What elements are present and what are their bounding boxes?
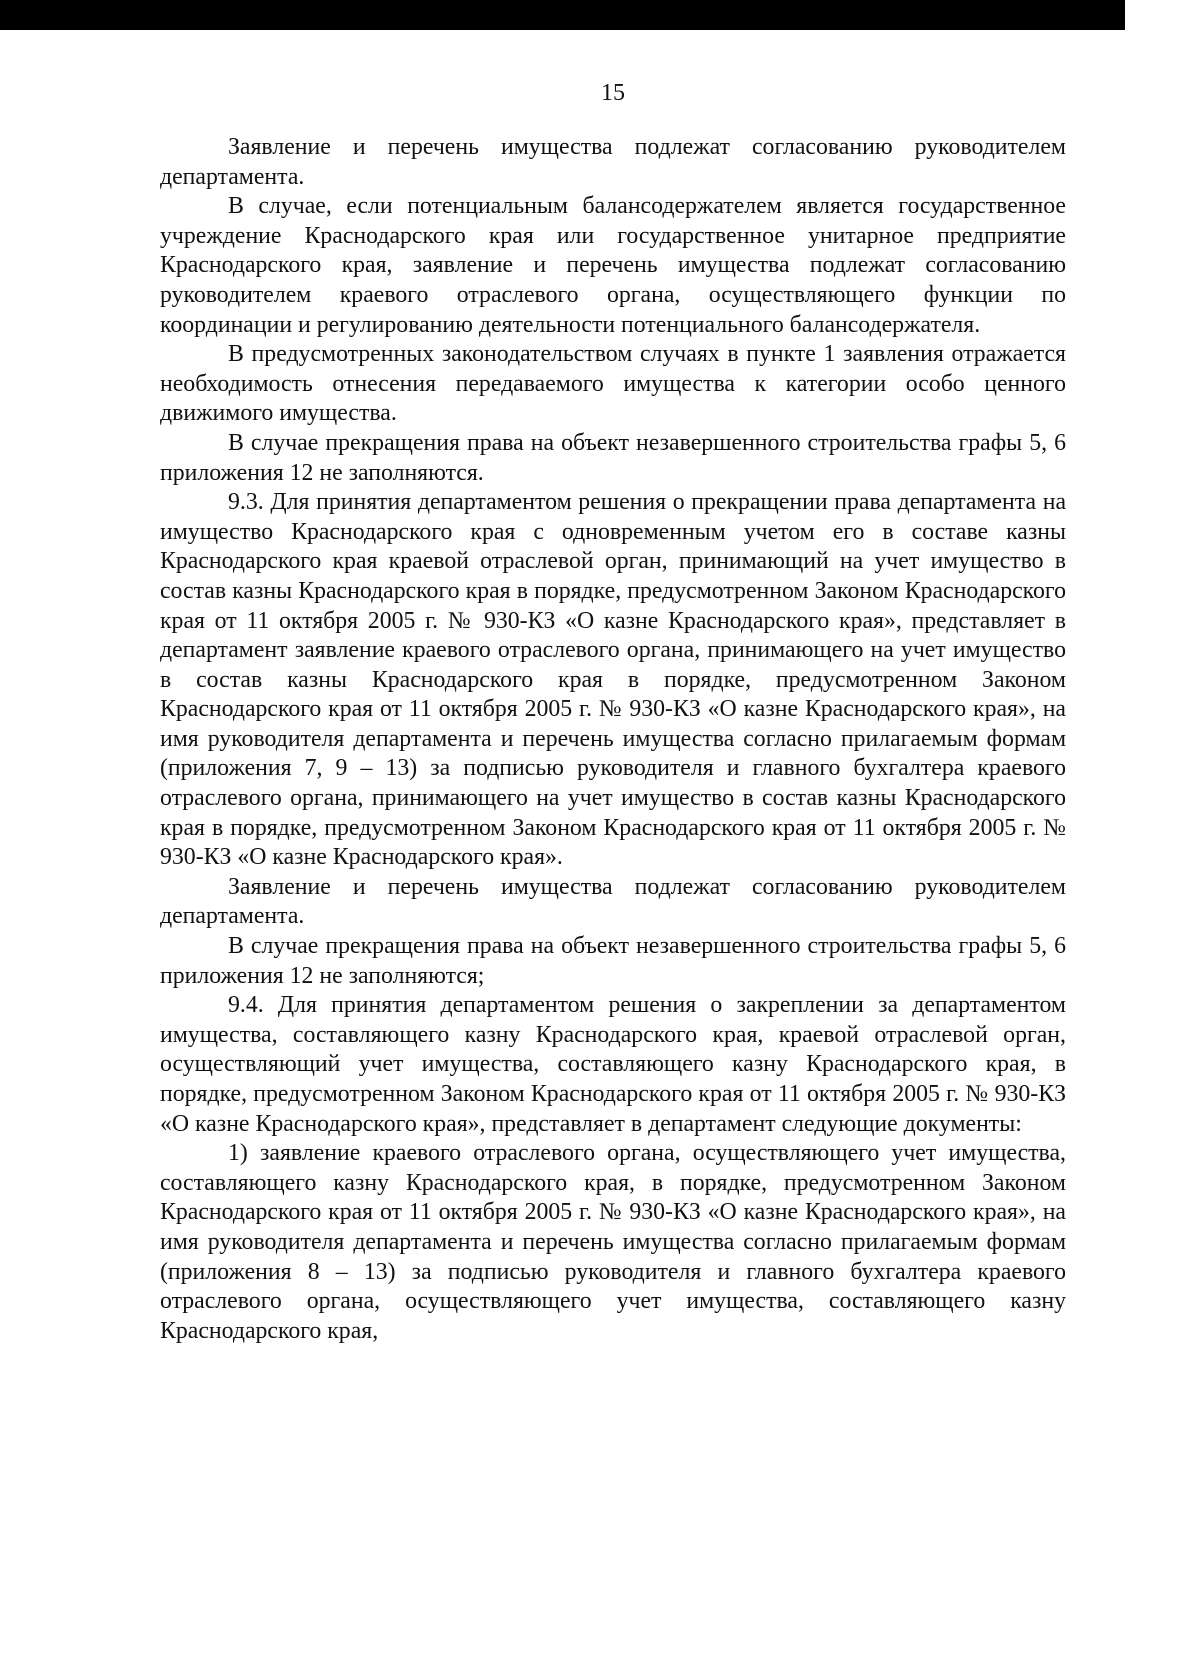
paragraph-unfinished-construction-2: В случае прекращения права на объект незавершенного строительства графы 5, 6 приложения 12 не заполняются; [160, 933, 1066, 989]
paragraph-item-1: 1) заявление краевого отраслевого органа, осуществляющего учет имущества, составляющего казну Краснодарского края, в порядке, предусмотренном Законом Краснодарского края от 11 октября 2005 г. № 930-КЗ «О казне Краснодарского края», на имя руководителя департамента и перечень имущества согласно прилагаемым формам (приложения 8 – 13) за подписью руководителя и главного бухгалтера краевого отраслевого органа, осуществляющего учет имущества, составляющего казну Краснодарского края, [160, 1140, 1066, 1344]
paragraph-clause-9-4: 9.4. Для принятия департаментом решения о закреплении за департаментом имущества, составляющего казну Краснодарского края, краевой отраслевой орган, осуществляющий учет имущества, составляющего казну Краснодарского края, в порядке, предусмотренном Законом Краснодарского края от 11 октября 2005 г. № 930-КЗ «О казне Краснодарского края», представляет в департамент следующие документы: [160, 992, 1066, 1137]
paragraph-clause-9-3: 9.3. Для принятия департаментом решения о прекращении права департамента на имущество Краснодарского края с одновременным учетом его в составе казны Краснодарского края краевой отраслевой орган, принимающий на учет имущество в состав казны Краснодарского края в порядке, предусмотренном Законом Краснодарского края от 11 октября 2005 г. № 930-КЗ «О казне Краснодарского края», представляет в департамент заявление краевого отраслевого органа, принимающего на учет имущество в состав казны Краснодарского края в порядке, предусмотренном Законом Краснодарского края от 11 октября 2005 г. № 930-КЗ «О казне Краснодарского края», на имя руководителя департамента и перечень имущества согласно прилагаемым формам (приложения 7, 9 – 13) за подписью руководителя и главного бухгалтера краевого отраслевого органа, принимающего на учет имущество в состав казны Краснодарского края в порядке, предусмотренном Законом Краснодарского края от 11 октября 2005 г. № 930-КЗ «О казне Краснодарского края». [160, 489, 1066, 871]
document-body [160, 133, 1066, 1346]
paragraph-approval-2: Заявление и перечень имущества подлежат согласованию руководителем департамента. [160, 873, 1066, 930]
paragraph-balance-holder: В случае, если потенциальным балансодержателем является государственное учреждение Краснодарского края или государственное унитарное предприятие Краснодарского края, заявление и перечень имущества подлежат согласованию руководителем краевого отраслевого органа, осуществляющего функции по координации и регулированию деятельности потенциального балансодержателя. [160, 193, 1066, 338]
scan-top-border [0, 0, 1125, 30]
paragraph-unfinished-construction-1: В случае прекращения права на объект незавершенного строительства графы 5, 6 приложения 12 не заполняются. [160, 429, 1066, 486]
paragraph-approval-1: Заявление и перечень имущества подлежат согласованию руководителем департамента. [160, 134, 1066, 190]
paragraph-valuable-property: В предусмотренных законодательством случаях в пункте 1 заявления отражается необходимость отнесения передаваемого имущества к категории особо ценного движимого имущества. [160, 341, 1066, 427]
page-number: 15 [601, 80, 625, 106]
